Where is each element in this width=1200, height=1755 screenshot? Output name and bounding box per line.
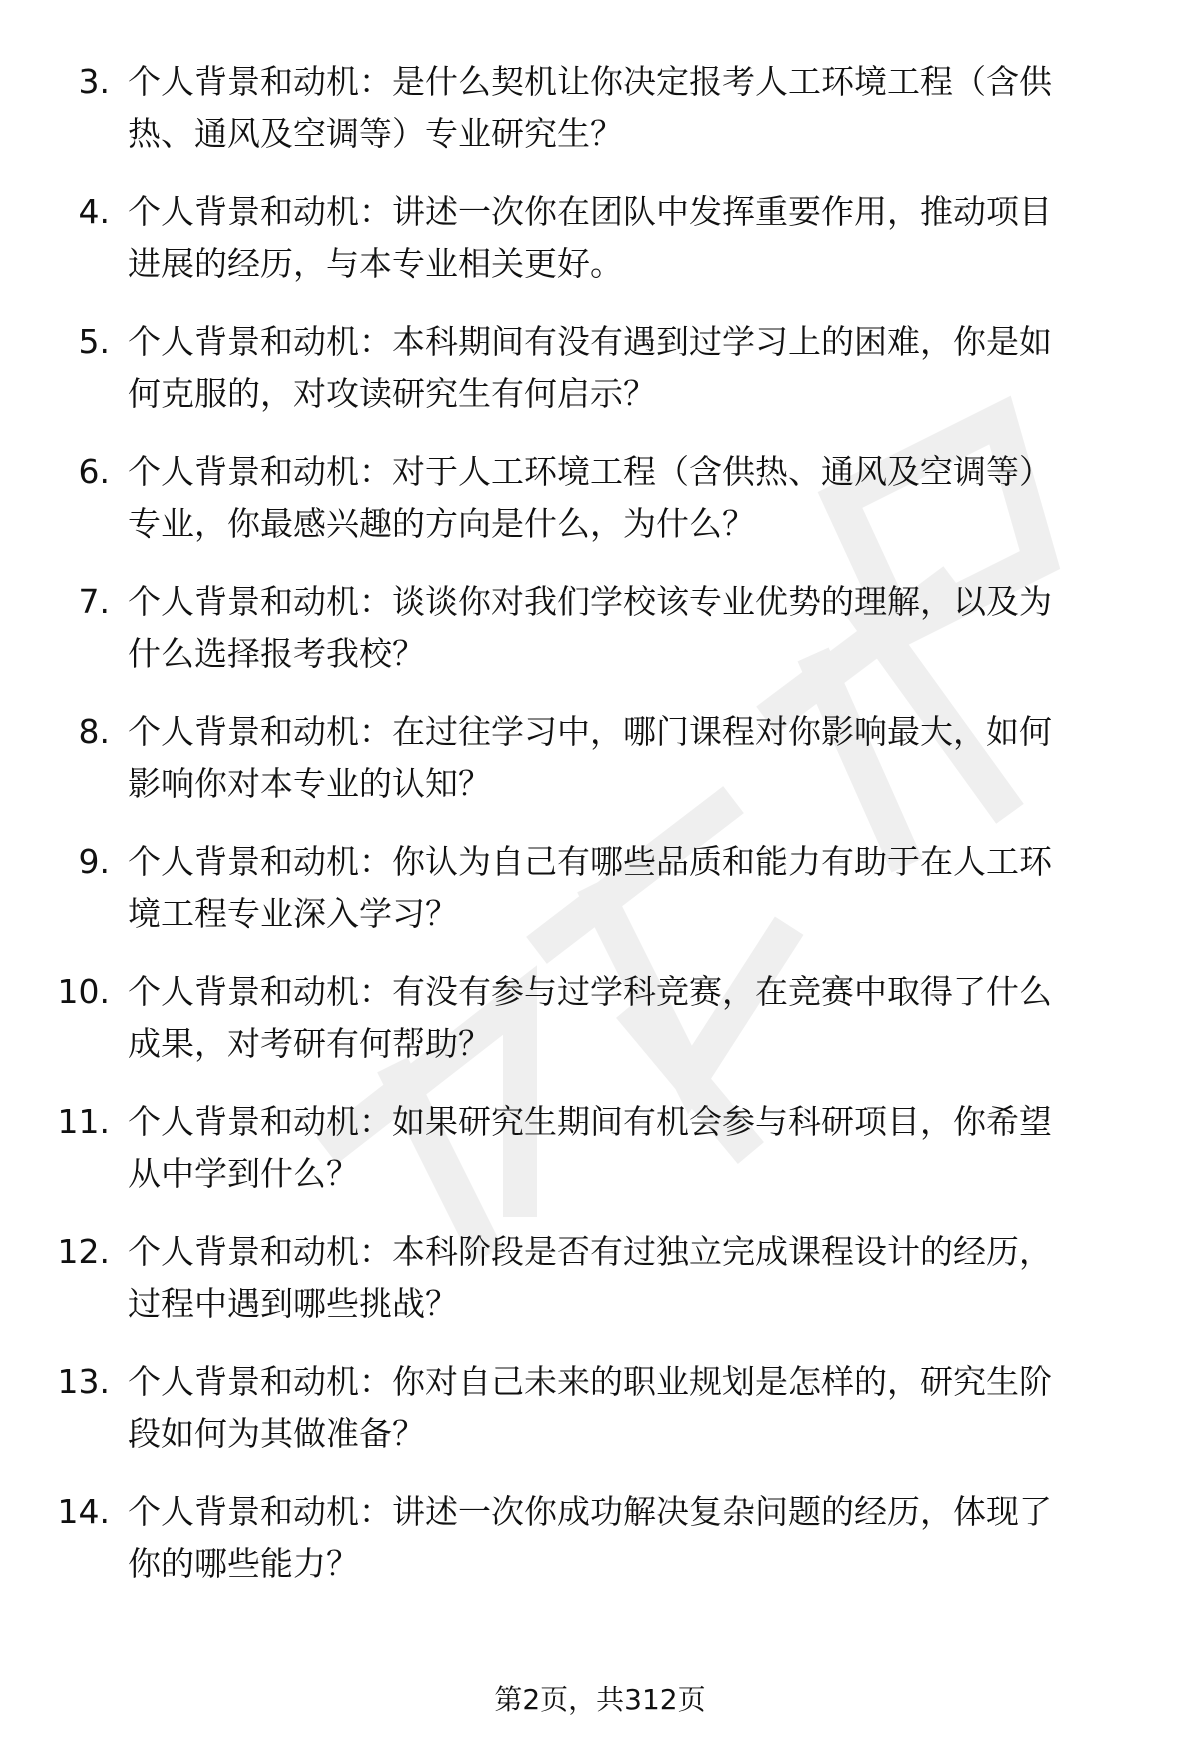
question-number: 14. [57, 1492, 110, 1531]
question-item [0, 1356, 1200, 1486]
question-item [0, 186, 1200, 316]
question-number: 6. [78, 452, 110, 491]
question-item [0, 1096, 1200, 1226]
question-number: 8. [78, 712, 110, 751]
question-item [0, 56, 1200, 186]
question-text: 个人背景和动机：讲述一次你成功解决复杂问题的经历，体现了 你的哪些能力？ [128, 1492, 1052, 1583]
question-item [0, 966, 1200, 1096]
question-item [0, 316, 1200, 446]
question-text: 个人背景和动机：本科阶段是否有过独立完成课程设计的经历， 过程中遇到哪些挑战？ [128, 1232, 1052, 1323]
question-item [0, 706, 1200, 836]
question-number: 4. [78, 192, 110, 231]
question-text: 个人背景和动机：对于人工环境工程（含供热、通风及空调等） 专业，你最感兴趣的方向是什么，为什么？ [128, 452, 1052, 543]
question-number: 5. [78, 322, 110, 361]
question-number: 12. [57, 1232, 110, 1271]
question-text: 个人背景和动机：本科期间有没有遇到过学习上的困难，你是如 何克服的，对攻读研究生有何启示？ [128, 322, 1052, 413]
question-text: 个人背景和动机：在过往学习中，哪门课程对你影响最大，如何 影响你对本专业的认知？ [128, 712, 1052, 803]
question-text: 个人背景和动机：如果研究生期间有机会参与科研项目，你希望 从中学到什么？ [128, 1102, 1052, 1193]
question-item [0, 1226, 1200, 1356]
question-text: 个人背景和动机：讲述一次你在团队中发挥重要作用，推动项目 进展的经历，与本专业相关更好。 [128, 192, 1052, 283]
question-text: 个人背景和动机：谈谈你对我们学校该专业优势的理解，以及为 什么选择报考我校？ [128, 582, 1052, 673]
page-number-label: 第2页，共312页 [494, 1683, 706, 1716]
question-item [0, 836, 1200, 966]
question-number: 3. [78, 62, 110, 101]
question-text: 个人背景和动机：是什么契机让你决定报考人工环境工程（含供 热、通风及空调等）专业研究生？ [128, 62, 1052, 153]
question-text: 个人背景和动机：你认为自己有哪些品质和能力有助于在人工环 境工程专业深入学习？ [128, 842, 1052, 933]
question-text: 个人背景和动机：有没有参与过学科竞赛，在竞赛中取得了什么 成果，对考研有何帮助？ [128, 972, 1052, 1063]
question-item [0, 576, 1200, 706]
question-number: 11. [57, 1102, 110, 1141]
question-item [0, 446, 1200, 576]
question-item [0, 1486, 1200, 1616]
page-footer [0, 1680, 1200, 1720]
question-list [0, 56, 1200, 1616]
question-number: 10. [57, 972, 110, 1011]
question-number: 13. [57, 1362, 110, 1401]
question-number: 7. [78, 582, 110, 621]
question-text: 个人背景和动机：你对自己未来的职业规划是怎样的，研究生阶 段如何为其做准备？ [128, 1362, 1052, 1453]
question-number: 9. [78, 842, 110, 881]
